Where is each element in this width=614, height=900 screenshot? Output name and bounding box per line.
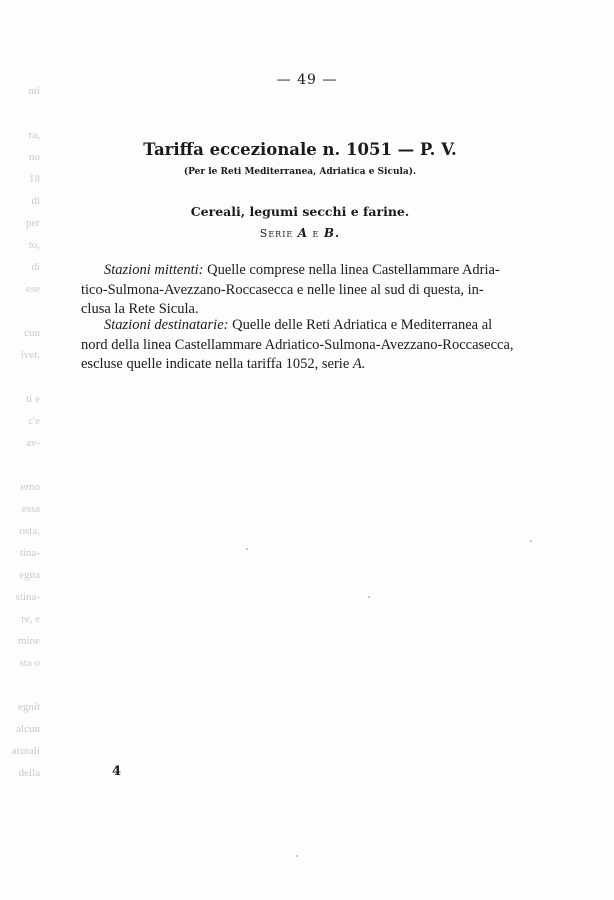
- bleed-through-line: av-: [25, 437, 40, 449]
- paper-speck: [246, 548, 248, 550]
- series-b: B.: [323, 226, 341, 240]
- paragraph-stazioni-destinatarie: [81, 316, 514, 375]
- bleed-through-line: nti: [28, 85, 40, 97]
- bleed-through-line: 18: [29, 173, 40, 185]
- bleed-through-line: [0, 102, 46, 124]
- bleed-through-line: re, e: [21, 613, 40, 625]
- paper-speck: [296, 855, 298, 857]
- paragraph-stazioni-mittenti: [81, 261, 500, 320]
- signature-mark: 4: [112, 764, 122, 779]
- paragraph-line: nord della linea Castellammare Adriatico-Sulmona-Avezzano-Roccasecca,: [81, 336, 514, 353]
- bleed-through-line: per: [25, 217, 40, 229]
- paragraph-text: escluse quelle indicate nella tariffa 1052, serie: [81, 356, 353, 372]
- bleed-through-line: cun: [24, 327, 40, 339]
- bleed-through-line: ivet.: [20, 349, 40, 361]
- paper-speck: [530, 540, 532, 542]
- bleed-through-line: [0, 674, 46, 696]
- paragraph-line: [104, 261, 500, 281]
- bleed-through-line: stina-: [15, 591, 40, 603]
- paragraph-line: clusa la Rete Sicula.: [81, 301, 199, 317]
- section-heading: Cereali, legumi secchi e farine.: [190, 204, 410, 219]
- series-line: [0, 226, 600, 240]
- paragraph-label: Stazioni destinatarie:: [104, 317, 229, 333]
- bleed-through-line: c'e: [28, 415, 40, 427]
- bleed-through-line: essa: [21, 503, 40, 515]
- bleed-through-line: [0, 454, 46, 476]
- bleed-through-line: osta,: [19, 525, 40, 537]
- series-prefix: Serie: [259, 227, 294, 240]
- page-number: — 49 —: [276, 72, 338, 88]
- bleed-through-line: ti e: [26, 393, 40, 405]
- paragraph-text: Quelle comprese nella linea Castellammare Adria-: [207, 262, 500, 278]
- bleed-through-line: egnit: [18, 701, 40, 713]
- paragraph-line: [81, 355, 500, 375]
- bleed-through-line: tina-: [19, 547, 40, 559]
- paragraph-label: Stazioni mittenti:: [104, 262, 204, 278]
- bleed-through-line: to,: [28, 239, 40, 251]
- tariff-title: Tariffa eccezionale n. 1051 — P. V.: [143, 140, 457, 159]
- bleed-through-line: no: [29, 151, 40, 163]
- bleed-through-line: alcun: [16, 723, 40, 735]
- bleed-through-line: ese: [25, 283, 40, 295]
- paragraph-text: Quelle delle Reti Adriatica e Mediterranea al: [232, 317, 493, 333]
- series-a: A: [297, 226, 309, 240]
- bleed-through-line: di: [31, 195, 40, 207]
- bleed-through-line: ra,: [28, 129, 40, 141]
- bleed-through-line: erno: [20, 481, 40, 493]
- bleed-through-line: della: [18, 767, 40, 779]
- bleed-through-line: egna: [19, 569, 40, 581]
- paragraph-line: [104, 316, 500, 336]
- bleed-through-line: di: [31, 261, 40, 273]
- tariff-subtitle: (Per le Reti Mediterranea, Adriatica e Sicula).: [183, 167, 417, 177]
- bleed-through-line: sta o: [19, 657, 40, 669]
- paragraph-line: tico-Sulmona-Avezzano-Roccasecca e nelle linee al sud di questa, in-: [81, 281, 484, 298]
- bleed-through-line: aturali: [11, 745, 40, 757]
- series-conjunction: e: [312, 227, 320, 240]
- series-reference: A.: [352, 356, 366, 372]
- paper-speck: [368, 596, 370, 598]
- bleed-through-line: [0, 366, 46, 388]
- bleed-through-line: mine: [18, 635, 40, 647]
- bleed-through-line: [0, 300, 46, 322]
